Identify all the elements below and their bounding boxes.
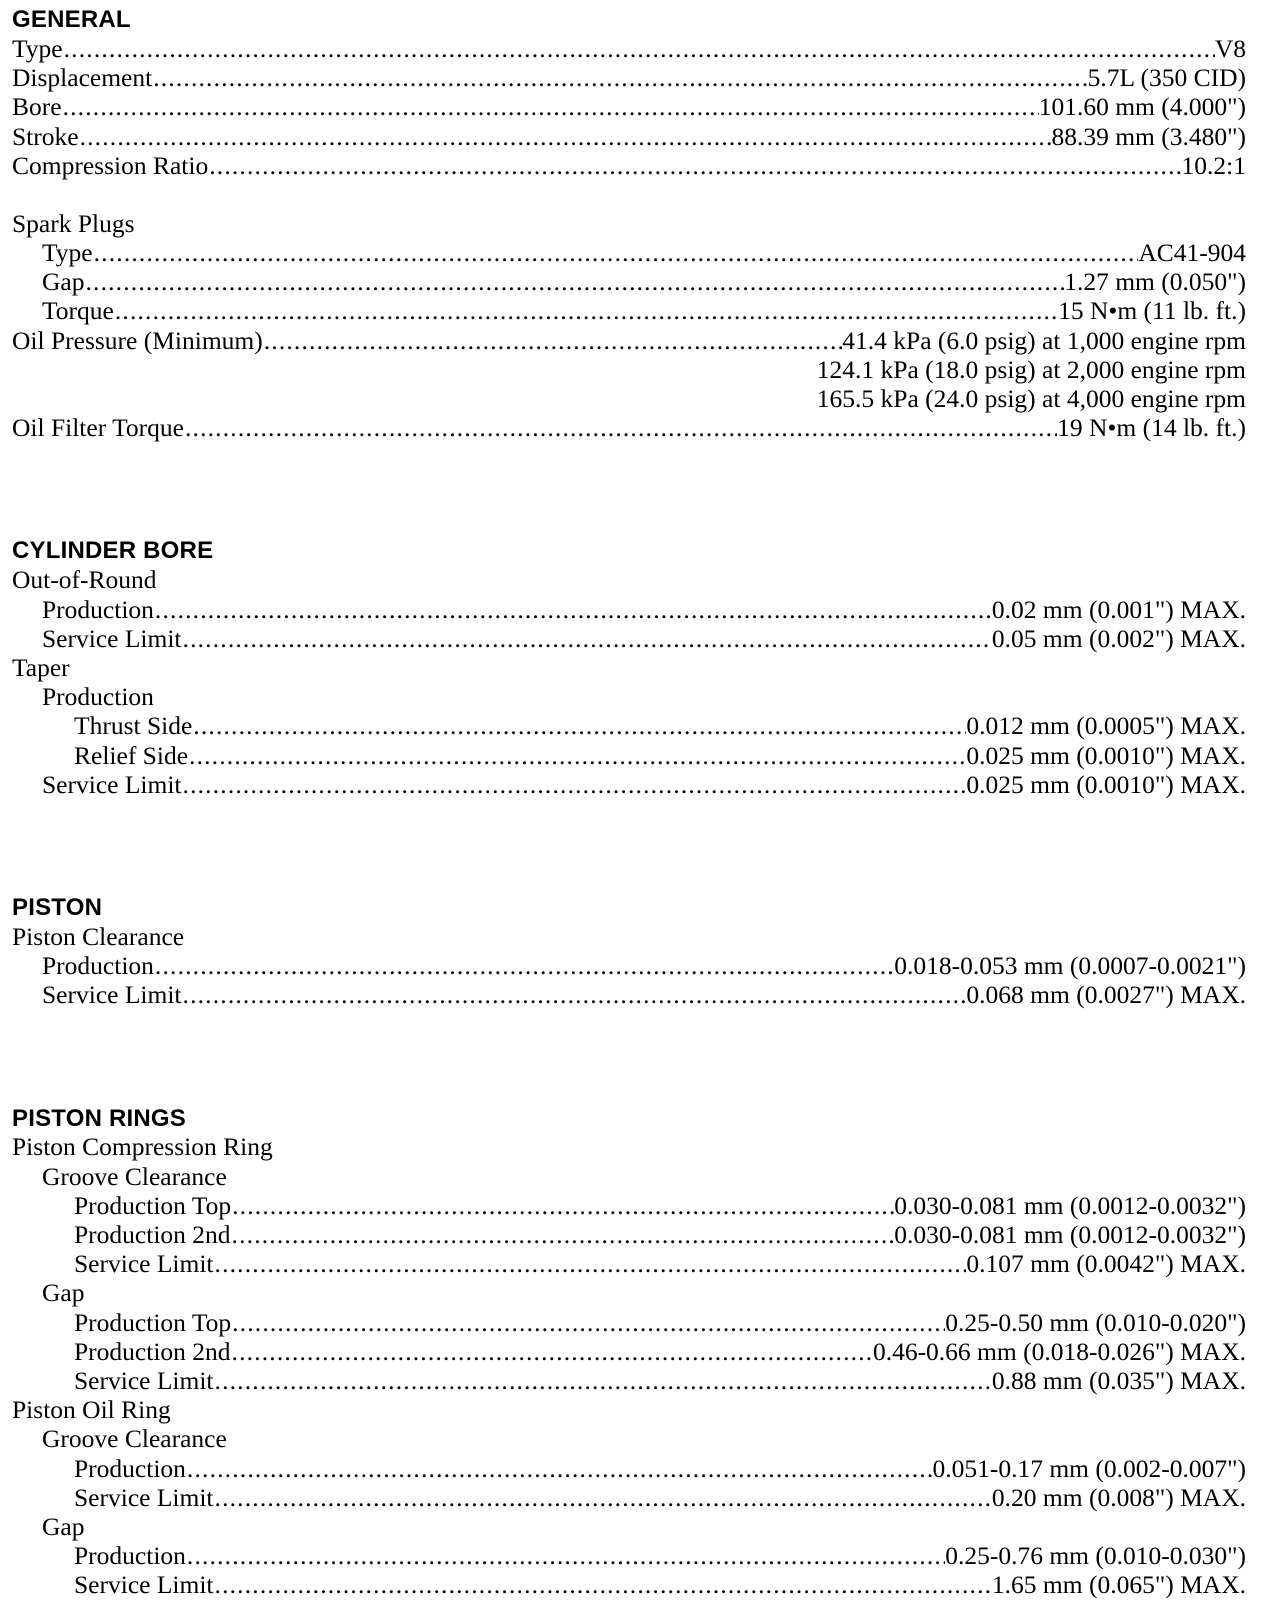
spec-row-stroke bbox=[12, 122, 1246, 151]
spec-group-label: Production bbox=[42, 682, 154, 712]
spec-group-compression-ring bbox=[12, 1133, 1246, 1162]
spec-row-oil-filter-torque bbox=[12, 413, 1246, 442]
spec-group-label: Piston Oil Ring bbox=[12, 1395, 171, 1425]
spec-label: Production bbox=[42, 951, 154, 981]
leader-dots bbox=[214, 1483, 992, 1512]
spec-value: AC41-904 bbox=[1138, 238, 1246, 268]
leader-dots bbox=[62, 92, 1039, 121]
spec-group-label: Groove Clearance bbox=[42, 1424, 227, 1454]
spec-value: 0.25-0.50 mm (0.010-0.020") bbox=[945, 1307, 1246, 1337]
spec-group-label: Taper bbox=[12, 652, 70, 682]
leader-dots bbox=[231, 1337, 873, 1366]
leader-dots bbox=[188, 741, 966, 770]
spec-row-type bbox=[12, 34, 1246, 63]
leader-dots bbox=[214, 1570, 992, 1599]
spec-group-label: Gap bbox=[42, 1511, 85, 1541]
spec-row-spark-plug-gap bbox=[12, 267, 1246, 296]
spec-label: Stroke bbox=[12, 121, 79, 151]
spec-value: 5.7L (350 CID) bbox=[1087, 63, 1246, 93]
leader-dots bbox=[231, 1191, 894, 1220]
leader-dots bbox=[152, 63, 1087, 92]
spec-group-spark-plugs bbox=[12, 209, 1246, 238]
spec-row-displacement bbox=[12, 63, 1246, 92]
spec-value: 15 N•m (11 lb. ft.) bbox=[1058, 296, 1246, 326]
spec-label: Type bbox=[12, 33, 63, 63]
spec-value: V8 bbox=[1214, 33, 1246, 63]
spec-label: Relief Side bbox=[74, 740, 189, 770]
spec-value: 19 N•m (14 lb. ft.) bbox=[1057, 413, 1246, 443]
leader-dots bbox=[263, 326, 843, 355]
spec-group-taper bbox=[12, 653, 1246, 682]
spec-row-comp-gap-service-limit bbox=[12, 1366, 1246, 1395]
spec-label: Service Limit bbox=[74, 1249, 214, 1279]
leader-dots bbox=[182, 770, 967, 799]
spec-label: Service Limit bbox=[74, 1482, 214, 1512]
spec-value: 41.4 kPa (6.0 psig) at 1,000 engine rpm bbox=[842, 325, 1246, 355]
spec-group-oil-ring bbox=[12, 1395, 1246, 1424]
spec-value: 0.46-0.66 mm (0.018-0.026") MAX. bbox=[872, 1336, 1246, 1366]
spec-value: 1.65 mm (0.065") MAX. bbox=[991, 1570, 1246, 1600]
spec-row-comp-groove-service-limit bbox=[12, 1249, 1246, 1278]
spec-value: 0.107 mm (0.0042") MAX. bbox=[966, 1249, 1246, 1279]
leader-dots bbox=[154, 951, 894, 980]
spec-row-comp-gap-production-top bbox=[12, 1308, 1246, 1337]
spec-value: 124.1 kPa (18.0 psig) at 2,000 engine rpm bbox=[816, 354, 1246, 384]
spec-label: Compression Ratio bbox=[12, 150, 209, 180]
spec-row-taper-thrust-side bbox=[12, 711, 1246, 740]
spec-value: 0.012 mm (0.0005") MAX. bbox=[966, 711, 1246, 741]
spec-label: Type bbox=[42, 238, 93, 268]
spec-label: Service Limit bbox=[42, 769, 182, 799]
spec-label: Production Top bbox=[74, 1307, 232, 1337]
spacer bbox=[12, 442, 1246, 531]
leader-dots bbox=[214, 1366, 992, 1395]
spec-group-compression-groove-clearance bbox=[12, 1162, 1246, 1191]
spec-row-oor-production bbox=[12, 595, 1246, 624]
spec-value: 1.27 mm (0.050") bbox=[1064, 267, 1246, 297]
spec-label: Production 2nd bbox=[74, 1220, 231, 1250]
spec-value: 0.030-0.081 mm (0.0012-0.0032") bbox=[894, 1220, 1246, 1250]
spec-group-taper-production bbox=[12, 682, 1246, 711]
spec-row-comp-gap-production-2nd bbox=[12, 1337, 1246, 1366]
spec-label: Production bbox=[42, 594, 154, 624]
spec-group-label: Gap bbox=[42, 1278, 85, 1308]
spacer bbox=[12, 1010, 1246, 1099]
leader-dots bbox=[182, 624, 992, 653]
leader-dots bbox=[93, 238, 1139, 267]
spec-label: Production 2nd bbox=[74, 1336, 231, 1366]
spec-row-comp-groove-production-2nd bbox=[12, 1220, 1246, 1249]
spec-value: 0.025 mm (0.0010") MAX. bbox=[966, 769, 1246, 799]
spec-row-oil-pressure bbox=[12, 326, 1246, 355]
spacer bbox=[12, 180, 1246, 209]
spec-label: Production bbox=[74, 1453, 186, 1483]
leader-dots bbox=[214, 1249, 967, 1278]
spec-label: Service Limit bbox=[42, 623, 182, 653]
spec-label: Oil Pressure (Minimum) bbox=[12, 325, 263, 355]
spec-row-oor-service-limit bbox=[12, 624, 1246, 653]
leader-dots bbox=[192, 711, 966, 740]
spec-value: 88.39 mm (3.480") bbox=[1051, 121, 1246, 151]
leader-dots bbox=[114, 296, 1058, 325]
spec-label: Gap bbox=[42, 267, 85, 297]
spec-value: 0.030-0.081 mm (0.0012-0.0032") bbox=[894, 1190, 1246, 1220]
spec-label: Service Limit bbox=[74, 1365, 214, 1395]
spec-value: 0.068 mm (0.0027") MAX. bbox=[966, 980, 1246, 1010]
spec-row-spark-plug-torque bbox=[12, 297, 1246, 326]
spec-value: 0.02 mm (0.001") MAX. bbox=[991, 594, 1246, 624]
leader-dots bbox=[182, 980, 967, 1009]
spec-value: 165.5 kPa (24.0 psig) at 4,000 engine rpm bbox=[816, 384, 1246, 414]
leader-dots bbox=[63, 34, 1215, 63]
spec-value: 0.051-0.17 mm (0.002-0.007") bbox=[932, 1453, 1246, 1483]
spec-row-piston-clearance-production bbox=[12, 951, 1246, 980]
spec-group-oil-groove-clearance bbox=[12, 1424, 1246, 1453]
spec-value: 0.05 mm (0.002") MAX. bbox=[991, 623, 1246, 653]
spec-label: Service Limit bbox=[42, 980, 182, 1010]
spec-group-out-of-round bbox=[12, 565, 1246, 594]
spec-label: Oil Filter Torque bbox=[12, 413, 184, 443]
spec-group-label: Piston Clearance bbox=[12, 921, 185, 951]
spec-label: Bore bbox=[12, 92, 62, 122]
leader-dots bbox=[186, 1454, 933, 1483]
leader-dots bbox=[84, 267, 1064, 296]
spec-row-piston-clearance-service-limit bbox=[12, 980, 1246, 1009]
section-piston bbox=[12, 894, 1246, 1010]
spec-label: Production bbox=[74, 1541, 186, 1571]
spec-row-oil-pressure-4000 bbox=[12, 384, 1246, 413]
spec-row-taper-relief-side bbox=[12, 741, 1246, 770]
section-piston-rings bbox=[12, 1105, 1246, 1600]
spec-value: 0.018-0.053 mm (0.0007-0.0021") bbox=[894, 951, 1246, 981]
leader-dots bbox=[231, 1220, 895, 1249]
spacer bbox=[12, 799, 1246, 888]
spec-value: 0.88 mm (0.035") MAX. bbox=[991, 1365, 1246, 1395]
spec-value: 0.20 mm (0.008") MAX. bbox=[991, 1482, 1246, 1512]
spec-row-compression-ratio bbox=[12, 151, 1246, 180]
spec-row-oil-gap-service-limit bbox=[12, 1570, 1246, 1599]
spec-row-spark-plug-type bbox=[12, 238, 1246, 267]
spec-document bbox=[12, 0, 1246, 1600]
leader-dots bbox=[208, 151, 1181, 180]
section-general bbox=[12, 6, 1246, 442]
spec-value: 0.025 mm (0.0010") MAX. bbox=[966, 740, 1246, 770]
spec-group-piston-clearance bbox=[12, 922, 1246, 951]
spec-row-taper-service-limit bbox=[12, 770, 1246, 799]
spec-row-oil-gap-production bbox=[12, 1541, 1246, 1570]
spec-value: 0.25-0.76 mm (0.010-0.030") bbox=[945, 1541, 1246, 1571]
spec-label: Displacement bbox=[12, 63, 153, 93]
spec-group-label: Out-of-Round bbox=[12, 565, 157, 595]
spec-group-label: Groove Clearance bbox=[42, 1161, 227, 1191]
leader-dots bbox=[79, 122, 1052, 151]
spec-group-oil-gap bbox=[12, 1512, 1246, 1541]
section-cylinder-bore bbox=[12, 537, 1246, 799]
spec-value: 10.2:1 bbox=[1181, 150, 1246, 180]
spec-label: Thrust Side bbox=[74, 711, 193, 741]
section-heading-general: GENERAL bbox=[12, 6, 131, 33]
spec-value: 101.60 mm (4.000") bbox=[1038, 92, 1246, 122]
section-heading-cylinder-bore: CYLINDER BORE bbox=[12, 537, 214, 565]
spec-label: Service Limit bbox=[74, 1570, 214, 1600]
leader-dots bbox=[154, 595, 992, 624]
spec-label: Production Top bbox=[74, 1190, 232, 1220]
spec-row-oil-pressure-2000 bbox=[12, 355, 1246, 384]
leader-dots bbox=[184, 413, 1057, 442]
spec-group-label: Piston Compression Ring bbox=[12, 1132, 273, 1162]
section-heading-piston-rings: PISTON RINGS bbox=[12, 1104, 186, 1132]
leader-dots bbox=[186, 1541, 945, 1570]
spec-group-label: Spark Plugs bbox=[12, 208, 135, 238]
spec-label: Torque bbox=[42, 296, 114, 326]
spec-row-bore bbox=[12, 92, 1246, 121]
leader-dots bbox=[231, 1308, 945, 1337]
spec-row-oil-groove-production bbox=[12, 1454, 1246, 1483]
section-heading-piston: PISTON bbox=[12, 893, 103, 921]
spec-row-comp-groove-production-top bbox=[12, 1191, 1246, 1220]
spec-group-compression-gap bbox=[12, 1278, 1246, 1307]
spec-row-oil-groove-service-limit bbox=[12, 1483, 1246, 1512]
